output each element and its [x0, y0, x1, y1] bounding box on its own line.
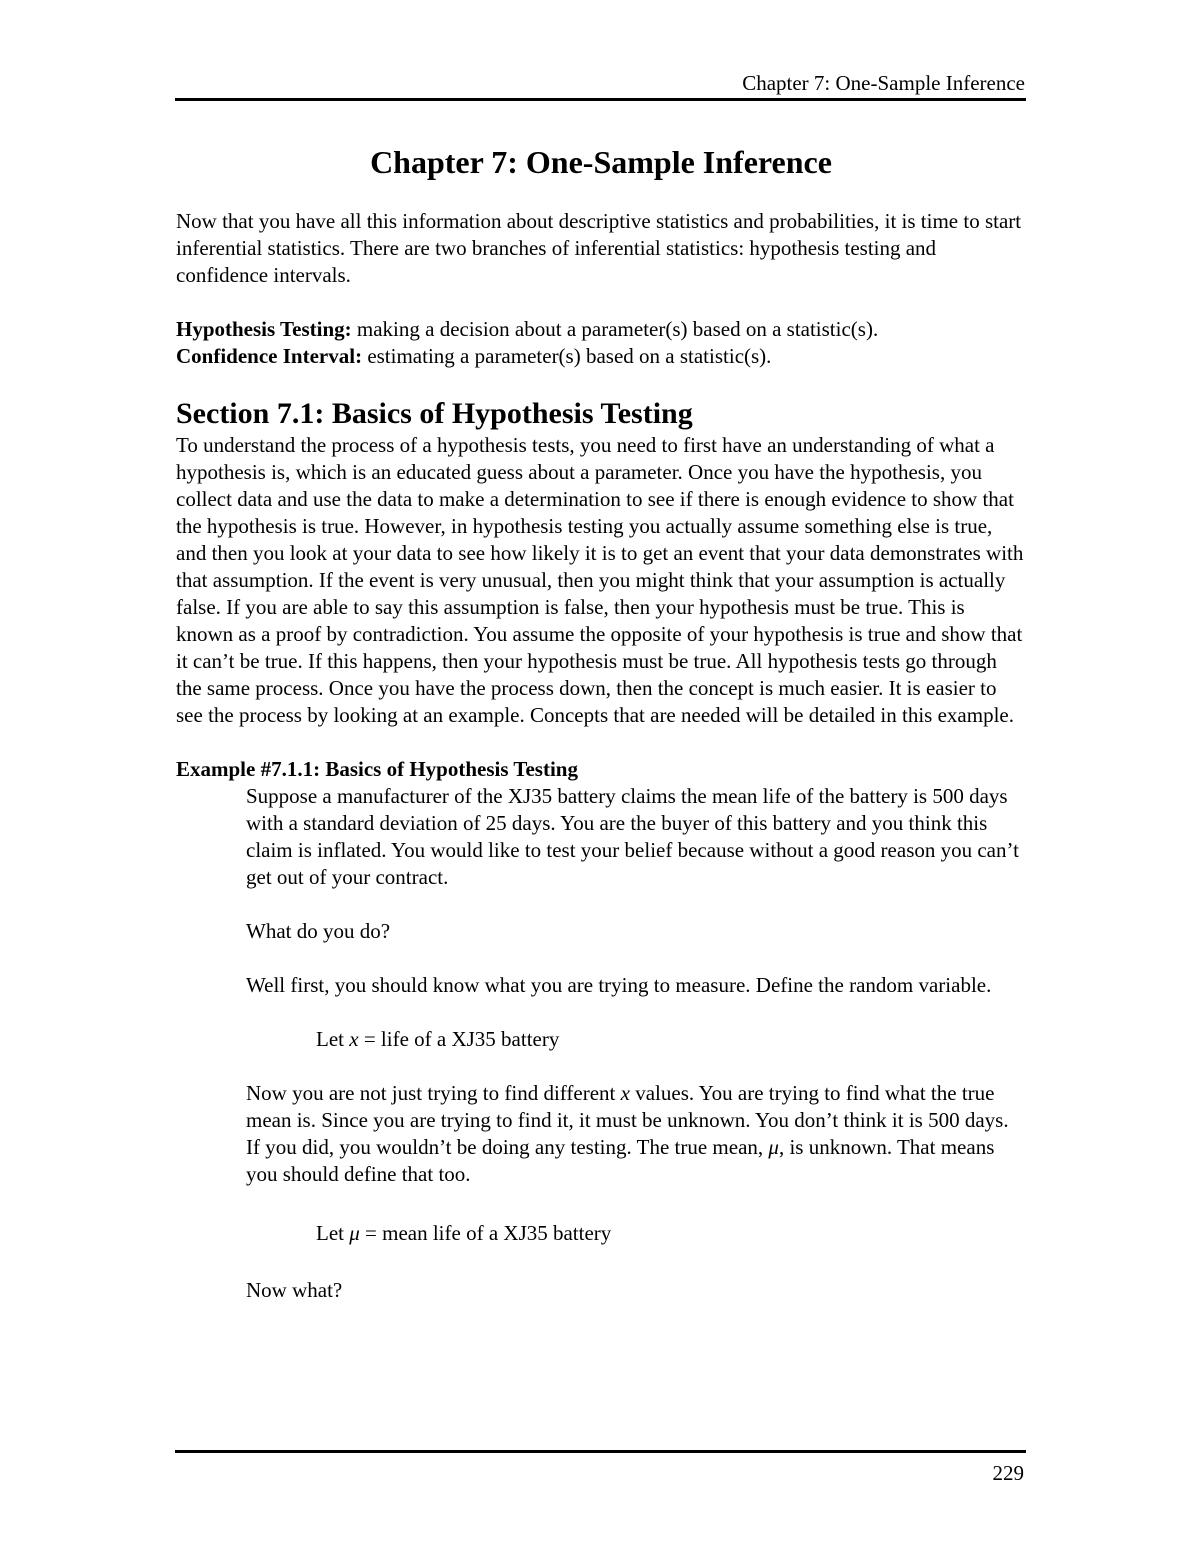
- example-title: Example #7.1.1: Basics of Hypothesis Testing: [176, 757, 578, 781]
- page-content: [176, 142, 1026, 1304]
- variable-mu: μ: [768, 1135, 779, 1159]
- chapter-intro: Now that you have all this information about descriptive statistics and probabilities, it is time to start inferential statistics. There are two branches of inferential statistics: hypothesis testing and confidence intervals.: [176, 209, 1022, 287]
- let-suffix: = mean life of a XJ35 battery: [359, 1221, 612, 1245]
- chapter-title: Chapter 7: One-Sample Inference: [370, 144, 832, 180]
- page-number: 229: [992, 1461, 1024, 1485]
- let-mu-definition: [316, 1220, 1026, 1247]
- example-paragraph-2: Well first, you should know what you are trying to measure. Define the random variable.: [246, 973, 992, 997]
- paragraph-text: , is unknown. That means you should define that too.: [246, 1135, 995, 1186]
- paragraph-text: Now you are not just trying to find different: [246, 1081, 621, 1105]
- let-suffix: = life of a XJ35 battery: [358, 1027, 560, 1051]
- variable-x: x: [620, 1081, 630, 1105]
- example-paragraph-1: Suppose a manufacturer of the XJ35 battery claims the mean life of the battery is 500 days with a standard deviation of 25 days. You are the buyer of this battery and you think this claim is inflated. You would like to test your belief because without a good reason you can’t get out of your contract.: [246, 784, 1019, 889]
- example-question: What do you do?: [246, 919, 391, 943]
- definitions: [176, 316, 1026, 370]
- example-body: [246, 783, 1026, 1304]
- definition-confidence-interval: [176, 343, 1026, 370]
- definition-hypothesis-testing: [176, 316, 1026, 343]
- let-x-definition: [316, 1026, 1026, 1053]
- variable-x: x: [349, 1027, 359, 1051]
- example-now-what: Now what?: [246, 1278, 343, 1302]
- let-prefix: Let: [316, 1027, 350, 1051]
- definition-text: making a decision about a parameter(s) based on a statistic(s).: [351, 317, 879, 341]
- definition-term: Hypothesis Testing:: [176, 317, 352, 341]
- section-body: To understand the process of a hypothesis tests, you need to first have an understanding of what a hypothesis is, which is an educated guess about a parameter. Once you have the hypothesis, you collect data and use the data to make a determination to see if there is enough evidence to show that the hypothesis is true. However, in hypothesis testing you actually assume something else is true, and then you look at your data to see how likely it is to get an event that your data demonstrates with that assumption. If the event is very unusual, then you might think that your assumption is actually false. If you are able to say this assumption is false, then your hypothesis must be true. This is known as a proof by contradiction. You assume the opposite of your hypothesis is true and show that it can’t be true. If this happens, then your hypothesis must be true. All hypothesis tests go through the same process. Once you have the process down, then the concept is much easier. It is easier to see the process by looking at an example. Concepts that are needed will be detailed in this example.: [176, 433, 1024, 727]
- let-prefix: Let: [316, 1221, 350, 1245]
- footer-rule: [175, 1450, 1026, 1453]
- header-rule: [175, 98, 1026, 101]
- definition-text: estimating a parameter(s) based on a statistic(s).: [362, 344, 772, 368]
- example-paragraph-3: [246, 1080, 1026, 1188]
- running-header: Chapter 7: One-Sample Inference: [742, 71, 1025, 95]
- paragraph-text: values. You are trying to find what the true mean is. Since you are trying to find it, it must be unknown. You don’t think it is 500 days. If you did, you wouldn’t be doing any testing. The true mean,: [246, 1081, 1009, 1159]
- section-title: Section 7.1: Basics of Hypothesis Testing: [176, 397, 693, 430]
- definition-term: Confidence Interval:: [176, 344, 363, 368]
- variable-mu: μ: [349, 1221, 360, 1245]
